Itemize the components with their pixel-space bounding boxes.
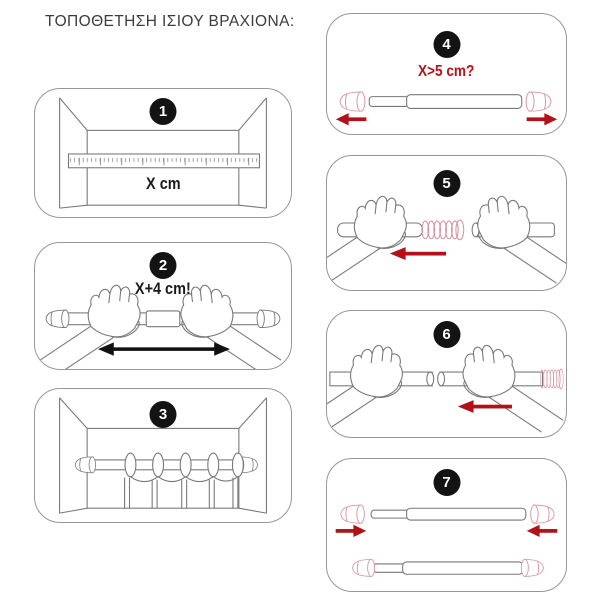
- arrow-right: [527, 525, 558, 537]
- rod-top: [371, 508, 526, 520]
- step-6-badge: 6: [433, 321, 460, 348]
- step-3-panel: [34, 388, 292, 523]
- step-1-panel: [34, 88, 292, 218]
- left-hand: [327, 196, 406, 283]
- attached-cap-left: [353, 559, 375, 576]
- arrow-right: [527, 113, 557, 125]
- end-cap-right: [531, 505, 554, 523]
- step-3-badge: 3: [150, 401, 177, 428]
- step-1-caption-text: X cm: [145, 174, 181, 193]
- step-4-caption-text: X>5 cm?: [418, 63, 475, 80]
- step-2-caption: [35, 279, 291, 299]
- push-arrow: [390, 247, 446, 260]
- step-4-caption: [327, 63, 566, 81]
- attached-cap-right: [521, 559, 543, 576]
- outward-arrows: [336, 113, 557, 125]
- step-4-badge: 4: [433, 31, 460, 58]
- step-2-caption-text: X+4 cm!: [135, 279, 191, 298]
- step-2-badge: 2: [150, 252, 177, 279]
- end-cap-left: [46, 310, 69, 327]
- step-1-badge: 1: [150, 98, 177, 125]
- step-5-badge: 5: [433, 170, 460, 197]
- end-cap-left: [340, 92, 365, 111]
- ruler: [68, 154, 259, 168]
- spring-coil: [540, 369, 563, 389]
- step-4-panel: [326, 13, 567, 135]
- step-2-panel: [34, 242, 292, 370]
- telescopic-rod: [369, 95, 521, 109]
- step-1-caption: [35, 174, 291, 194]
- arrow-left: [336, 525, 367, 537]
- spring-coil: [422, 220, 464, 240]
- inward-arrows: [336, 525, 558, 537]
- finial-left: [75, 457, 95, 473]
- page-title: ΤΟΠΟΘΕΤΗΣΗ ΙΣΙΟΥ ΒΡΑΧΙΟΝΑ:: [45, 13, 295, 30]
- left-hand: [327, 345, 402, 432]
- push-arrow: [458, 400, 512, 413]
- rod-assembled: [353, 559, 544, 576]
- right-hand: [463, 345, 563, 432]
- end-cap-right: [526, 92, 551, 111]
- step-5-panel: [326, 155, 567, 291]
- telescopic-rod: [46, 310, 280, 327]
- curtain-pleats: [125, 477, 238, 509]
- curtain-rod: [75, 457, 257, 473]
- right-hand: [478, 196, 566, 283]
- step-6-panel: [326, 310, 567, 438]
- end-cap-left: [341, 505, 364, 523]
- double-arrow: [98, 342, 230, 355]
- end-cap-right: [257, 310, 280, 327]
- step-7-badge: 7: [433, 469, 460, 496]
- step-7-panel: [326, 458, 567, 592]
- arrow-left: [336, 113, 366, 125]
